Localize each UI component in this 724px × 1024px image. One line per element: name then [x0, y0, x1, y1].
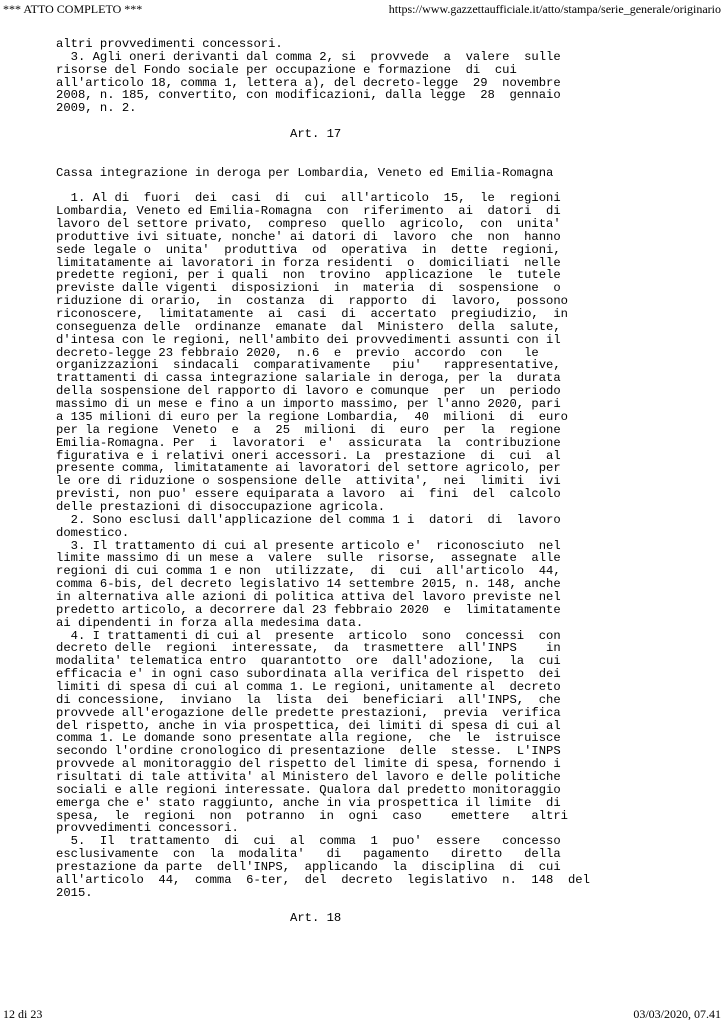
print-datetime: 03/03/2020, 07.41	[633, 1007, 721, 1021]
text-line: lavoro del settore privato, compreso quello agricolo, con unita'	[56, 217, 561, 232]
text-line: d'intesa con le regioni, nell'ambito dei provvedimenti assunti con il	[56, 332, 561, 347]
article-title: Cassa integrazione in deroga per Lombardia, Veneto ed Emilia-Romagna	[56, 165, 554, 180]
text-line: 2015.	[56, 885, 93, 900]
text-line: provvede al monitoraggio del rispetto del limite di spesa, fornendo i	[56, 757, 561, 772]
text-line: sede legale o unita' produttiva od operativa in dette regioni,	[56, 242, 561, 257]
text-line: secondo l'ordine cronologico di presentazione delle stesse. L'INPS	[56, 744, 561, 759]
text-line: riduzione di orario, in costanza di rapporto di lavoro, possono	[56, 294, 568, 309]
text-line: previsti, non puo' essere equiparata a lavoro ai fini del calcolo	[56, 487, 561, 502]
text-line: regioni di cui comma 1 e non utilizzate, di cui all'articolo 44,	[56, 564, 561, 579]
article-heading: Art. 18	[56, 911, 342, 926]
text-line: altri provvedimenti concessori.	[56, 37, 283, 51]
text-line: spesa, le regioni non potranno in ogni caso emettere altri	[56, 808, 568, 823]
text-line: trattamenti di cassa integrazione salariale in deroga, per la durata	[56, 371, 561, 386]
text-line: sociali e alle regioni interessate. Qualora dal predetto monitoraggio	[56, 782, 561, 797]
text-line: conseguenza delle ordinanze emanate dal Ministero della salute,	[56, 319, 561, 334]
text-line: 5. Il trattamento di cui al comma 1 puo' essere concesso	[56, 834, 561, 849]
text-line: 2008, n. 185, convertito, con modificazioni, dalla legge 28 gennaio	[56, 88, 561, 103]
text-line: delle prestazioni di disoccupazione agricola.	[56, 499, 386, 514]
text-line: prestazione da parte dell'INPS, applicando la disciplina di cui	[56, 860, 561, 874]
text-line: 4. I trattamenti di cui al presente articolo sono concessi con	[56, 628, 561, 643]
text-line: per la regione Veneto e a 25 milioni di euro per la regione	[56, 422, 561, 437]
text-line: presente comma, limitatamente ai lavoratori del settore agricolo, per	[56, 461, 561, 476]
text-line: di concessione, inviano la lista dei beneficiari all'INPS, che	[56, 692, 561, 707]
text-line: della sospensione del rapporto di lavoro e comunque per un periodo	[56, 384, 561, 399]
text-line: figurativa e i relativi oneri accessori. La prestazione di cui al	[56, 448, 561, 463]
text-line: domestico.	[56, 525, 130, 540]
text-line: comma 1. Le domande sono presentate alla regione, che le istruisce	[56, 731, 561, 746]
text-line: provvedimenti concessori.	[56, 821, 239, 836]
text-line: in alternativa alle azioni di politica attiva del lavoro previste nel	[56, 589, 561, 604]
text-line: Emilia-Romagna. Per i lavoratori e' assicurata la contribuzione	[56, 435, 561, 450]
text-line: decreto-legge 23 febbraio 2020, n.6 e previo accordo con le	[56, 345, 539, 360]
text-line: limitatamente ai lavoratori in forza residenti o domiciliati nelle	[56, 255, 561, 270]
text-line: ai dipendenti in forza alla medesima data.	[56, 615, 364, 630]
text-line: efficacia e' in ogni caso subordinata alla verifica del rispetto dei	[56, 667, 561, 682]
text-line: decreto delle regioni interessate, da trasmettere all'INPS in	[56, 641, 561, 656]
text-line: predette regioni, per i quali non trovino applicazione le tutele	[56, 268, 561, 283]
text-line: del rispetto, anche in via prospettica, dei limiti di spesa di cui al	[56, 718, 561, 733]
text-line: comma 6-bis, del decreto legislativo 14 settembre 2015, n. 148, anche	[56, 577, 561, 592]
blank-line	[56, 154, 682, 167]
text-line: limite massimo di un mese a valere sulle risorse, assegnate alle	[56, 551, 561, 566]
text-line: risultati di tale attivita' al Ministero del lavoro e delle politiche	[56, 769, 561, 784]
text-line: predetto articolo, a decorrere dal 23 febbraio 2020 e limitatamente	[56, 602, 561, 617]
article-heading: Art. 17	[56, 127, 342, 142]
text-line: organizzazioni sindacali comparativamente piu' rappresentative,	[56, 358, 561, 373]
text-line: 1. Al di fuori dei casi di cui all'articolo 15, le regioni	[56, 191, 561, 206]
text-line: previste dalle vigenti disposizioni in materia di sospensione o	[56, 281, 561, 296]
text-line: modalita' telematica entro quarantotto ore dall'adozione, la cui	[56, 654, 561, 669]
text-line: Lombardia, Veneto ed Emilia-Romagna con riferimento ai datori di	[56, 204, 561, 219]
text-line: provvede all'erogazione delle predette prestazioni, previa verifica	[56, 705, 561, 720]
text-line: all'articolo 18, comma 1, lettera a), del decreto-legge 29 novembre	[56, 75, 561, 90]
text-line: le ore di riduzione o sospensione delle attivita', nei limiti ivi	[56, 474, 561, 489]
print-header-url: https://www.gazzettaufficiale.it/atto/stampa/serie_generale/originario	[388, 2, 721, 16]
print-header-title: *** ATTO COMPLETO ***	[3, 2, 143, 16]
text-line: risorse del Fondo sociale per occupazione e formazione di cui	[56, 62, 517, 77]
text-line: all'articolo 44, comma 6-ter, del decreto legislativo n. 148 del	[56, 872, 590, 887]
text-line: 2. Sono esclusi dall'applicazione del comma 1 i datori di lavoro	[56, 512, 561, 527]
text-line: 2009, n. 2.	[56, 101, 137, 116]
text-line: limiti di spesa di cui al comma 1. Le regioni, unitamente al decreto	[56, 679, 561, 694]
text-line: 3. Il trattamento di cui al presente articolo e' riconosciuto nel	[56, 538, 561, 553]
page-number: 12 di 23	[3, 1007, 43, 1021]
text-line: esclusivamente con la modalita' di pagamento diretto della	[56, 847, 561, 862]
text-line: a 135 milioni di euro per la regione Lombardia, 40 milioni di euro	[56, 409, 568, 424]
blank-line	[56, 141, 682, 154]
text-line: 3. Agli oneri derivanti dal comma 2, si provvede a valere sulle	[56, 49, 561, 64]
document-body	[56, 38, 682, 925]
text-line: massimo di un mese e fino a un importo massimo, per l'anno 2020, pari	[56, 397, 561, 412]
text-line: emerga che e' stato raggiunto, anche in via prospettica il limite di	[56, 795, 561, 810]
text-line: riconoscere, limitatamente ai casi di accertato pregiudizio, in	[56, 307, 568, 322]
text-line: produttive ivi situate, nonche' ai datori di lavoro che non hanno	[56, 229, 561, 244]
